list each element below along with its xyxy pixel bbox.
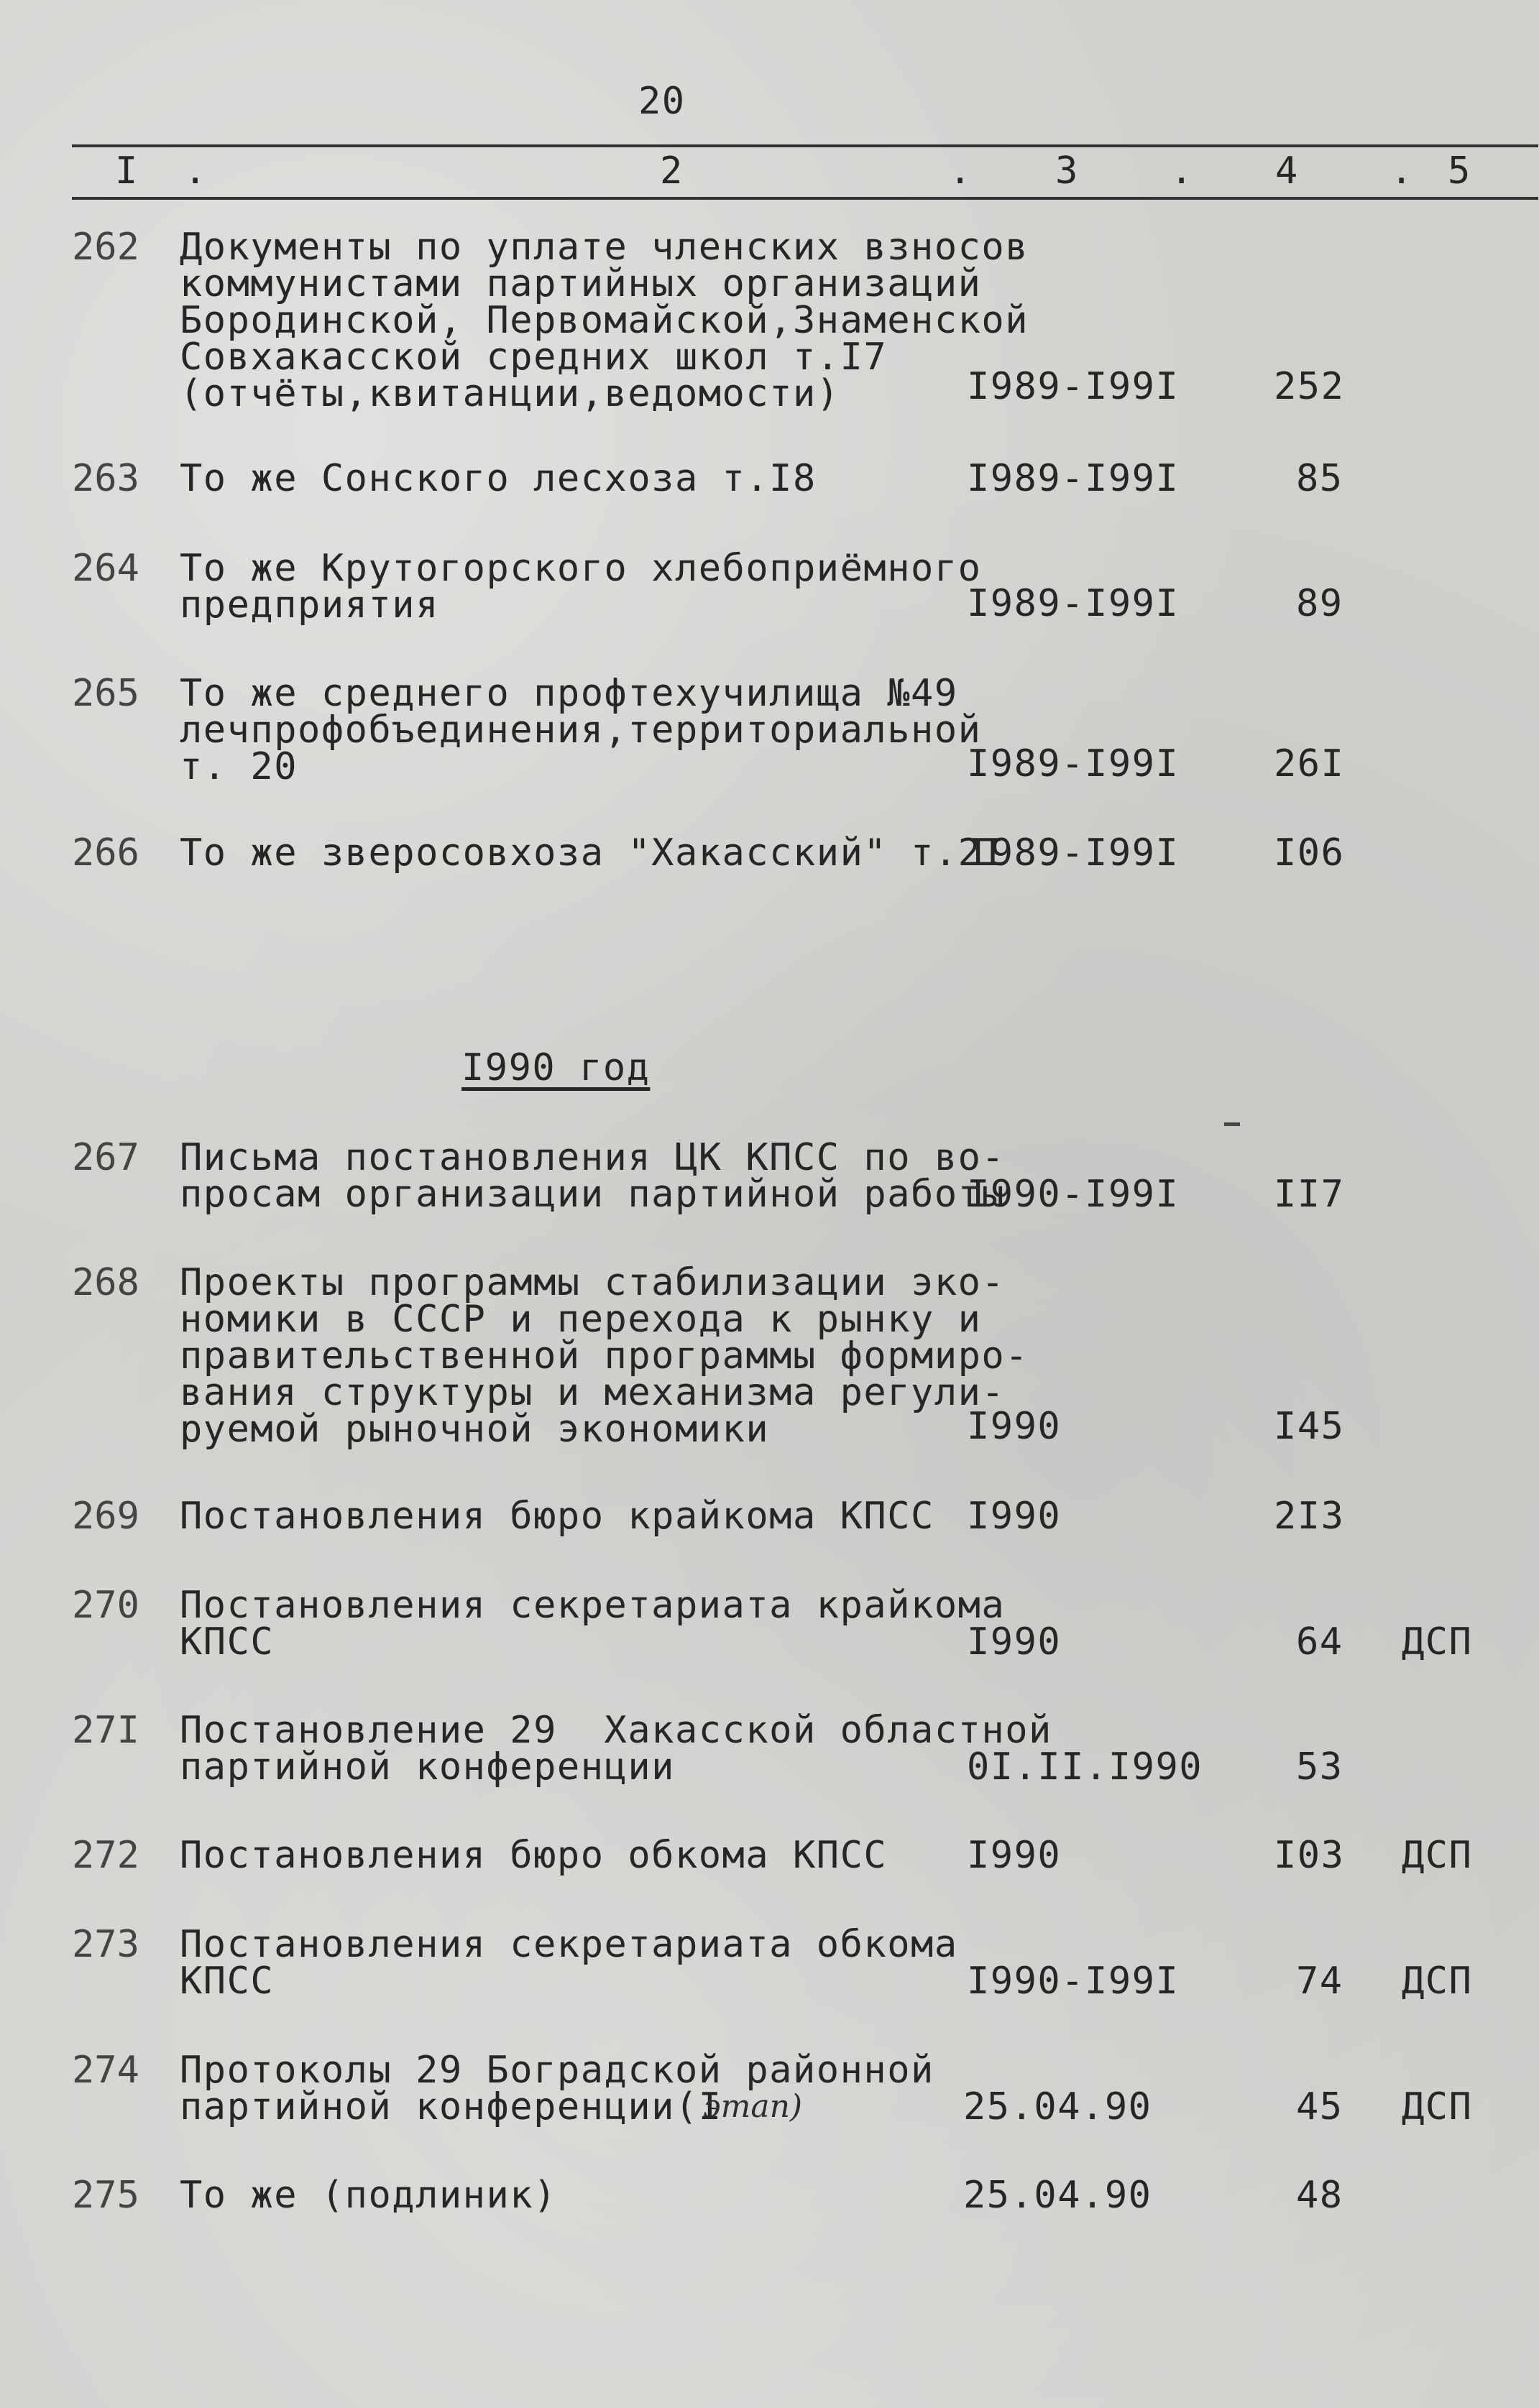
entry-dates: I989-I99I — [967, 831, 1180, 875]
entry-title-line: Письма постановления ЦК КПСС по во- — [180, 1136, 1006, 1179]
entry-title-line: Документы по уплате членских взносов — [180, 226, 1029, 269]
entry-dates: I990 — [967, 1405, 1062, 1448]
entry-dates: 0I.II.I990 — [967, 1745, 1203, 1789]
column-separator: . — [1170, 149, 1194, 193]
entry-number: 262 — [72, 226, 139, 269]
column-header-4: 4 — [1275, 149, 1299, 193]
column-separator: . — [949, 149, 973, 193]
entry-dates: I989-I99I — [967, 457, 1180, 500]
entry-title-line: Проекты программы стабилизации эко- — [180, 1261, 1006, 1304]
entry-title-line: Бородинской, Первомайской,Знаменской — [180, 299, 1029, 342]
entry-dates: 25.04.90 — [963, 2174, 1152, 2217]
column-header-2: 2 — [660, 149, 684, 193]
entry-sheet-count: II7 — [1274, 1173, 1345, 1216]
entry-title-line: номики в СССР и перехода к рынку и — [180, 1298, 982, 1341]
entry-title-line: То же (подлиник) — [180, 2174, 557, 2217]
entry-sheet-count: 48 — [1296, 2174, 1343, 2217]
entry-title-line: (отчёты,квитанции,ведомости) — [180, 372, 840, 415]
svg-text:этап): этап) — [703, 2088, 803, 2125]
entry-title-line: Постановление 29 Хакасской областной — [180, 1709, 1052, 1752]
entry-title-line: Постановления секретариата обкома — [180, 1923, 958, 1966]
entry-title-line: правительственной программы формиро- — [180, 1334, 1029, 1378]
entry-dates: I989-I99I — [967, 365, 1180, 408]
entry-sheet-count: 64 — [1296, 1620, 1343, 1664]
entry-title-line: КПСС — [180, 1620, 275, 1664]
access-mark: ДСП — [1402, 1834, 1473, 1877]
entry-dates: I990 — [967, 1834, 1062, 1877]
column-separator: . — [184, 149, 208, 193]
entry-title-line: То же Сонского лесхоза т.I8 — [180, 457, 817, 500]
entry-title-line: вания структуры и механизма регули- — [180, 1371, 1006, 1414]
entry-number: 268 — [72, 1261, 139, 1304]
entry-dates: I990-I99I — [967, 1960, 1180, 2003]
entry-dates: 25.04.90 — [963, 2085, 1152, 2128]
column-header-3: 3 — [1055, 149, 1079, 193]
entry-sheet-count: 53 — [1296, 1745, 1343, 1789]
entry-title-line: То же зверосовхоза "Хакасский" т.2I — [180, 831, 1006, 875]
entry-title-line: руемой рыночной экономики — [180, 1408, 770, 1451]
entry-sheet-count: I03 — [1274, 1834, 1345, 1877]
entry-sheet-count: 85 — [1296, 457, 1343, 500]
year-heading: I990 год — [461, 1046, 651, 1089]
entry-number: 274 — [72, 2049, 139, 2092]
entry-sheet-count: 252 — [1274, 365, 1345, 408]
entry-number: 275 — [72, 2174, 139, 2217]
entry-number: 264 — [72, 547, 139, 590]
entry-number: 273 — [72, 1923, 139, 1966]
access-mark: ДСП — [1402, 1620, 1473, 1664]
entry-title-line: коммунистами партийных организаций — [180, 262, 982, 305]
entry-title-line: Совхакасской средних школ т.I7 — [180, 336, 888, 379]
entry-sheet-count: I06 — [1274, 831, 1345, 875]
entry-number: 27I — [72, 1709, 139, 1752]
entry-dates: I990 — [967, 1620, 1062, 1664]
entry-dates: I989-I99I — [967, 742, 1180, 785]
stray-mark — [1224, 1122, 1240, 1126]
entry-title-line: т. 20 — [180, 745, 298, 788]
entry-title-line: Постановления бюро крайкома КПСС — [180, 1495, 934, 1538]
entry-title-line: партийной конференции(I — [180, 2085, 722, 2128]
entry-sheet-count: 89 — [1296, 582, 1343, 625]
entry-title-line: КПСС — [180, 1960, 275, 2003]
entry-sheet-count: 26I — [1274, 742, 1345, 785]
entry-title-line: просам организации партийной работы — [180, 1173, 1006, 1216]
entry-title-line: То же среднего профтехучилища №49 — [180, 672, 958, 715]
entry-dates: I989-I99I — [967, 582, 1180, 625]
entry-number: 267 — [72, 1136, 139, 1179]
entry-dates: I990-I99I — [967, 1173, 1180, 1216]
entry-title-line: Протоколы 29 Боградской районной — [180, 2049, 934, 2092]
entry-title-line: партийной конференции — [180, 1745, 675, 1789]
entry-dates: I990 — [967, 1495, 1062, 1538]
handwritten-annotation — [697, 2082, 827, 2133]
entry-sheet-count: 74 — [1296, 1960, 1343, 2003]
page-number: 20 — [638, 80, 686, 123]
entry-title-line: То же Крутогорского хлебоприёмного — [180, 547, 982, 590]
entry-title-line: Постановления бюро обкома КПСС — [180, 1834, 888, 1877]
header-top-rule — [72, 144, 1538, 147]
entry-sheet-count: 45 — [1296, 2085, 1343, 2128]
column-header-5: 5 — [1448, 149, 1471, 193]
entry-title-line: предприятия — [180, 583, 439, 627]
access-mark: ДСП — [1402, 2085, 1473, 2128]
entry-number: 266 — [72, 831, 139, 875]
entry-number: 263 — [72, 457, 139, 500]
entry-title-line: лечпрофобъединения,территориальной — [180, 709, 982, 752]
header-bottom-rule — [72, 197, 1538, 200]
column-header-1: I — [115, 149, 139, 193]
entry-number: 272 — [72, 1834, 139, 1877]
entry-title-line: Постановления секретариата крайкома — [180, 1584, 1006, 1627]
column-separator: . — [1390, 149, 1414, 193]
entry-sheet-count: 2I3 — [1274, 1495, 1345, 1538]
entry-number: 269 — [72, 1495, 139, 1538]
entry-number: 270 — [72, 1584, 139, 1627]
access-mark: ДСП — [1402, 1960, 1473, 2003]
entry-sheet-count: I45 — [1274, 1405, 1345, 1448]
entry-number: 265 — [72, 672, 139, 715]
